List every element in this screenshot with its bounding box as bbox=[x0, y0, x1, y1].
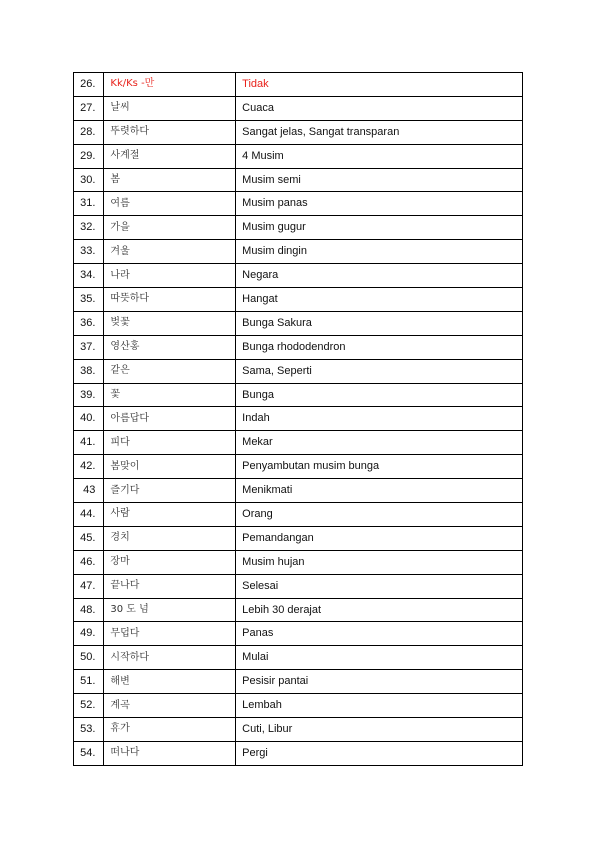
table-row bbox=[74, 144, 523, 168]
table-row bbox=[74, 431, 523, 455]
indonesian-meaning: Pergi bbox=[236, 741, 523, 765]
row-number: 54. bbox=[74, 741, 104, 765]
indonesian-meaning: Panas bbox=[236, 622, 523, 646]
row-number: 40. bbox=[74, 407, 104, 431]
indonesian-meaning: Mekar bbox=[236, 431, 523, 455]
korean-term: 영산홍 bbox=[104, 335, 236, 359]
korean-term: 계곡 bbox=[104, 694, 236, 718]
korean-term: 여름 bbox=[104, 192, 236, 216]
indonesian-meaning: Pesisir pantai bbox=[236, 670, 523, 694]
row-number: 52. bbox=[74, 694, 104, 718]
table-row bbox=[74, 550, 523, 574]
korean-term: 봄맞이 bbox=[104, 455, 236, 479]
table-row bbox=[74, 646, 523, 670]
table-row bbox=[74, 503, 523, 527]
korean-term: 사람 bbox=[104, 503, 236, 527]
indonesian-meaning: Cuaca bbox=[236, 96, 523, 120]
indonesian-meaning: Selesai bbox=[236, 574, 523, 598]
row-number: 46. bbox=[74, 550, 104, 574]
korean-term: 해변 bbox=[104, 670, 236, 694]
table-row bbox=[74, 264, 523, 288]
indonesian-meaning: Tidak bbox=[236, 73, 523, 97]
indonesian-meaning: Mulai bbox=[236, 646, 523, 670]
table-row bbox=[74, 407, 523, 431]
korean-term: 즐기다 bbox=[104, 479, 236, 503]
row-number: 38. bbox=[74, 359, 104, 383]
table-row bbox=[74, 240, 523, 264]
indonesian-meaning: Penyambutan musim bunga bbox=[236, 455, 523, 479]
korean-term: 끝나다 bbox=[104, 574, 236, 598]
indonesian-meaning: Musim semi bbox=[236, 168, 523, 192]
korean-term: 휴가 bbox=[104, 718, 236, 742]
korean-term: 아름답다 bbox=[104, 407, 236, 431]
indonesian-meaning: Bunga bbox=[236, 383, 523, 407]
row-number: 34. bbox=[74, 264, 104, 288]
table-row bbox=[74, 622, 523, 646]
korean-term: 봄 bbox=[104, 168, 236, 192]
row-number: 35. bbox=[74, 288, 104, 312]
table-row bbox=[74, 598, 523, 622]
korean-term: 피다 bbox=[104, 431, 236, 455]
row-number: 26. bbox=[74, 73, 104, 97]
indonesian-meaning: Bunga rhododendron bbox=[236, 335, 523, 359]
row-number: 27. bbox=[74, 96, 104, 120]
indonesian-meaning: Menikmati bbox=[236, 479, 523, 503]
indonesian-meaning: Musim gugur bbox=[236, 216, 523, 240]
indonesian-meaning: Indah bbox=[236, 407, 523, 431]
table-row bbox=[74, 359, 523, 383]
table-row bbox=[74, 670, 523, 694]
korean-term: 겨울 bbox=[104, 240, 236, 264]
row-number: 32. bbox=[74, 216, 104, 240]
table-row bbox=[74, 718, 523, 742]
row-number: 47. bbox=[74, 574, 104, 598]
row-number: 29. bbox=[74, 144, 104, 168]
korean-term: 장마 bbox=[104, 550, 236, 574]
indonesian-meaning: Sama, Seperti bbox=[236, 359, 523, 383]
korean-term: 날씨 bbox=[104, 96, 236, 120]
table-row bbox=[74, 73, 523, 97]
table-row bbox=[74, 216, 523, 240]
korean-term: 벚꽃 bbox=[104, 311, 236, 335]
korean-term: 같은 bbox=[104, 359, 236, 383]
table-row bbox=[74, 192, 523, 216]
table-row bbox=[74, 479, 523, 503]
indonesian-meaning: Negara bbox=[236, 264, 523, 288]
table-row bbox=[74, 741, 523, 765]
row-number: 30. bbox=[74, 168, 104, 192]
row-number: 33. bbox=[74, 240, 104, 264]
indonesian-meaning: Pemandangan bbox=[236, 526, 523, 550]
row-number: 42. bbox=[74, 455, 104, 479]
table-row bbox=[74, 694, 523, 718]
korean-term: 떠나다 bbox=[104, 741, 236, 765]
row-number: 44. bbox=[74, 503, 104, 527]
indonesian-meaning: Lebih 30 derajat bbox=[236, 598, 523, 622]
korean-term: 가을 bbox=[104, 216, 236, 240]
korean-term: 따뜻하다 bbox=[104, 288, 236, 312]
indonesian-meaning: 4 Musim bbox=[236, 144, 523, 168]
row-number: 36. bbox=[74, 311, 104, 335]
row-number: 41. bbox=[74, 431, 104, 455]
table-row bbox=[74, 168, 523, 192]
row-number: 45. bbox=[74, 526, 104, 550]
row-number: 31. bbox=[74, 192, 104, 216]
korean-term: 30 도 넘 bbox=[104, 598, 236, 622]
indonesian-meaning: Sangat jelas, Sangat transparan bbox=[236, 120, 523, 144]
korean-term: 꽃 bbox=[104, 383, 236, 407]
indonesian-meaning: Musim hujan bbox=[236, 550, 523, 574]
table-row bbox=[74, 574, 523, 598]
indonesian-meaning: Musim panas bbox=[236, 192, 523, 216]
row-number: 51. bbox=[74, 670, 104, 694]
korean-term: 사계절 bbox=[104, 144, 236, 168]
row-number: 49. bbox=[74, 622, 104, 646]
row-number: 39. bbox=[74, 383, 104, 407]
korean-term: 무덥다 bbox=[104, 622, 236, 646]
row-number: 43 bbox=[74, 479, 104, 503]
vocabulary-table bbox=[73, 72, 523, 766]
indonesian-meaning: Lembah bbox=[236, 694, 523, 718]
row-number: 50. bbox=[74, 646, 104, 670]
korean-term: 경치 bbox=[104, 526, 236, 550]
table-row bbox=[74, 120, 523, 144]
table-row bbox=[74, 96, 523, 120]
table-row bbox=[74, 526, 523, 550]
korean-term: 나라 bbox=[104, 264, 236, 288]
table-row bbox=[74, 311, 523, 335]
row-number: 48. bbox=[74, 598, 104, 622]
vocabulary-table-body bbox=[74, 73, 523, 766]
table-row bbox=[74, 335, 523, 359]
table-row bbox=[74, 288, 523, 312]
table-row bbox=[74, 383, 523, 407]
row-number: 28. bbox=[74, 120, 104, 144]
korean-term: 시작하다 bbox=[104, 646, 236, 670]
indonesian-meaning: Hangat bbox=[236, 288, 523, 312]
row-number: 53. bbox=[74, 718, 104, 742]
korean-term: 뚜렷하다 bbox=[104, 120, 236, 144]
table-row bbox=[74, 455, 523, 479]
indonesian-meaning: Orang bbox=[236, 503, 523, 527]
indonesian-meaning: Musim dingin bbox=[236, 240, 523, 264]
indonesian-meaning: Bunga Sakura bbox=[236, 311, 523, 335]
indonesian-meaning: Cuti, Libur bbox=[236, 718, 523, 742]
korean-term: Kk/Ks -만 bbox=[104, 73, 236, 97]
row-number: 37. bbox=[74, 335, 104, 359]
